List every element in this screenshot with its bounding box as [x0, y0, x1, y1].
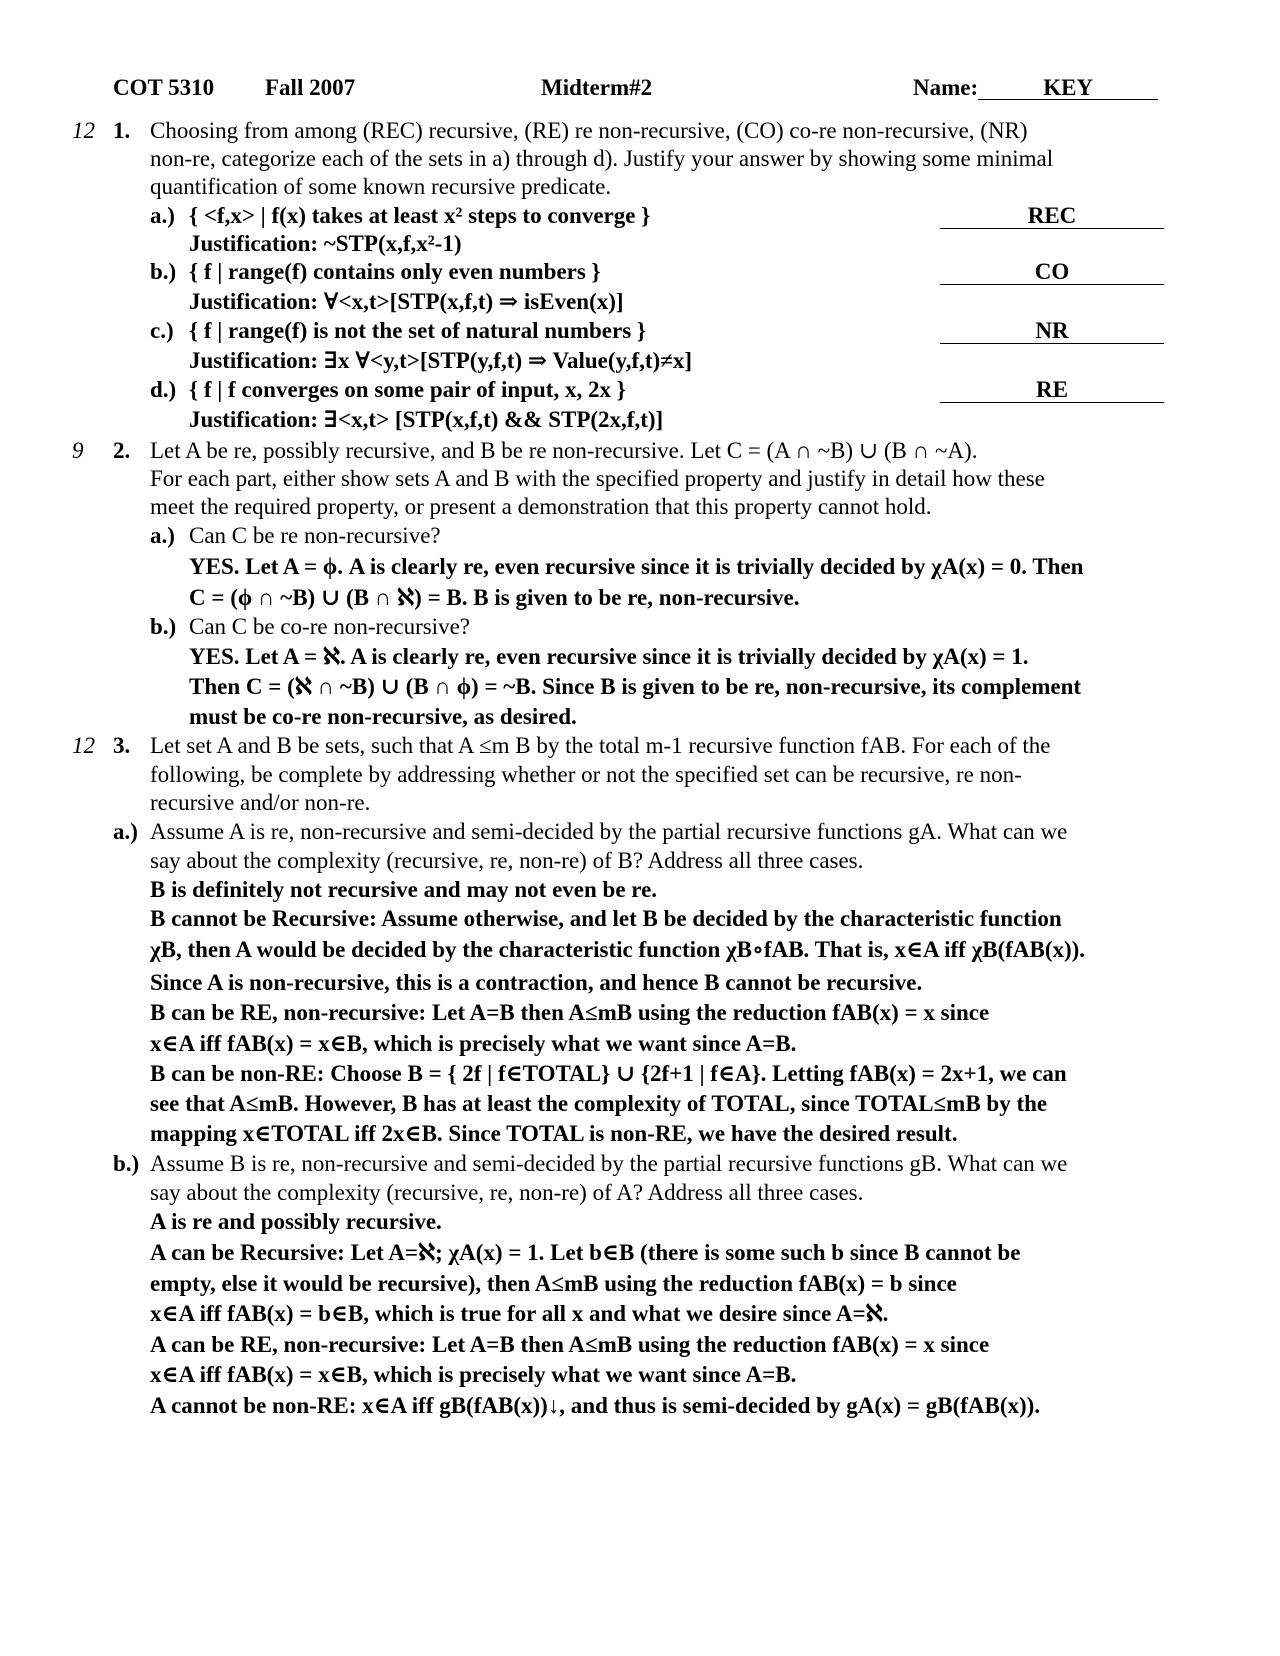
q3b-answer-6: x∈A iff fAB(x) = x∈B, which is precisely what we want since A=B.: [150, 1362, 797, 1387]
q2b-question: Can C be co-re non-recursive?: [189, 614, 470, 639]
q3a-answer-5: B can be RE, non-recursive: Let A=B then A≤mB using the reduction fAB(x) = x since: [150, 1000, 990, 1025]
q3a-question-2: say about the complexity (recursive, re, non-re) of B? Address all three cases.: [150, 848, 864, 873]
q1c-set: { f | range(f) is not the set of natural numbers }: [189, 318, 646, 343]
q1b-answer: CO: [940, 260, 1164, 285]
q3b-answer-1: A is re and possibly recursive.: [150, 1209, 442, 1234]
q1d-answer: RE: [940, 378, 1164, 403]
q2-number: 2.: [113, 438, 131, 463]
q2b-answer-2: Then C = (ℵ ∩ ~B) ∪ (B ∩ ϕ) = ~B. Since B is given to be re, non-recursive, its complement: [189, 674, 1082, 699]
q2a-label: a.): [150, 523, 175, 548]
q1d-set: { f | f converges on some pair of input, x, 2x }: [189, 377, 626, 402]
exam-title: Midterm#2: [541, 75, 653, 100]
q3b-answer-3: empty, else it would be recursive), then A≤mB using the reduction fAB(x) = b since: [150, 1271, 957, 1296]
course-code: COT 5310: [113, 75, 215, 100]
name-label: Name:: [913, 75, 979, 100]
q2b-label: b.): [150, 614, 177, 639]
q1c-label: c.): [150, 318, 174, 343]
q2b-answer-1: YES. Let A = ℵ. A is clearly re, even recursive since it is trivially decided by χA(x) = 1.: [189, 644, 1029, 669]
q3b-answer-5: A can be RE, non-recursive: Let A=B then A≤mB using the reduction fAB(x) = x since: [150, 1332, 990, 1357]
q3-points: 12: [72, 733, 95, 758]
q1a-label: a.): [150, 203, 175, 228]
q3a-answer-7: B can be non-RE: Choose B = { 2f | f∈TOTAL} ∪ {2f+1 | f∈A}. Letting fAB(x) = 2x+1, we can: [150, 1061, 1067, 1086]
q2a-answer-1: YES. Let A = ϕ. A is clearly re, even recursive since it is trivially decided by χA(x) = 0. Then: [189, 554, 1084, 579]
q1c-justification: Justification: ∃x ∀<y,t>[STP(y,f,t) ⇒ Value(y,f,t)≠x]: [189, 348, 693, 373]
q1a-justification: Justification: ~STP(x,f,x²-1): [189, 231, 462, 256]
q3-number: 3.: [113, 733, 131, 758]
q2-points: 9: [72, 438, 84, 463]
name-field: [913, 76, 1158, 100]
q2b-answer-3: must be co-re non-recursive, as desired.: [189, 704, 577, 729]
q2-line-1: Let A be re, possibly recursive, and B be re non-recursive. Let C = (A ∩ ~B) ∪ (B ∩ ~A).: [150, 438, 978, 463]
q3a-answer-4: Since A is non-recursive, this is a contraction, and hence B cannot be recursive.: [150, 970, 923, 995]
q1-line-1: Choosing from among (REC) recursive, (RE) re non-recursive, (CO) co-re non-recursive, (NR): [150, 118, 1028, 143]
q1b-set: { f | range(f) contains only even numbers }: [189, 259, 601, 284]
name-value: KEY: [978, 76, 1158, 100]
q3a-question-1: Assume A is re, non-recursive and semi-decided by the partial recursive functions gA. What can we: [150, 819, 1068, 844]
q3a-label: a.): [113, 819, 138, 844]
q3a-answer-9: mapping x∈TOTAL iff 2x∈B. Since TOTAL is non-RE, we have the desired result.: [150, 1121, 958, 1146]
q3a-answer-6: x∈A iff fAB(x) = x∈B, which is precisely what we want since A=B.: [150, 1031, 797, 1056]
q3-line-2: following, be complete by addressing whether or not the specified set can be recursive, re non-: [150, 762, 1022, 787]
q2-line-3: meet the required property, or present a demonstration that this property cannot hold.: [150, 494, 932, 519]
q3b-answer-4: x∈A iff fAB(x) = b∈B, which is true for all x and what we desire since A=ℵ.: [150, 1301, 889, 1326]
q1b-label: b.): [150, 259, 177, 284]
q3b-label: b.): [113, 1151, 140, 1176]
q1a-answer: REC: [940, 204, 1164, 229]
q1d-label: d.): [150, 377, 177, 402]
q3a-answer-3: χB, then A would be decided by the characteristic function χB∘fAB. That is, x∈A iff χB(fAB(x)).: [150, 937, 1086, 962]
q3a-answer-8: see that A≤mB. However, B has at least the complexity of TOTAL, since TOTAL≤mB by the: [150, 1091, 1048, 1116]
q2-line-2: For each part, either show sets A and B with the specified property and justify in detail how these: [150, 466, 1045, 491]
q3-line-3: recursive and/or non-re.: [150, 790, 371, 815]
q1-line-2: non-re, categorize each of the sets in a) through d). Justify your answer by showing some minimal: [150, 146, 1054, 171]
q3b-question-1: Assume B is re, non-recursive and semi-decided by the partial recursive functions gB. What can we: [150, 1151, 1068, 1176]
term: Fall 2007: [265, 75, 356, 100]
q1-line-3: quantification of some known recursive predicate.: [150, 174, 612, 199]
q3-line-1: Let set A and B be sets, such that A ≤m B by the total m-1 recursive function fAB. For each of the: [150, 733, 1051, 758]
q3b-answer-7: A cannot be non-RE: x∈A iff gB(fAB(x))↓, and thus is semi-decided by gA(x) = gB(fAB(x)).: [150, 1393, 1041, 1418]
q3a-answer-1: B is definitely not recursive and may not even be re.: [150, 877, 658, 902]
q1d-justification: Justification: ∃<x,t> [STP(x,f,t) && STP(2x,f,t)]: [189, 407, 664, 432]
q1-points: 12: [72, 118, 95, 143]
q3a-answer-2: B cannot be Recursive: Assume otherwise, and let B be decided by the characteristic function: [150, 906, 1062, 931]
q2a-question: Can C be re non-recursive?: [189, 523, 441, 548]
q1c-answer: NR: [940, 319, 1164, 344]
q2a-answer-2: C = (ϕ ∩ ~B) ∪ (B ∩ ℵ) = B. B is given to be re, non-recursive.: [189, 585, 800, 610]
q3b-question-2: say about the complexity (recursive, re, non-re) of A? Address all three cases.: [150, 1180, 864, 1205]
q1a-set: { <f,x> | f(x) takes at least x² steps to converge }: [189, 203, 651, 228]
q3b-answer-2: A can be Recursive: Let A=ℵ; χA(x) = 1. Let b∈B (there is some such b since B cannot be: [150, 1240, 1021, 1265]
q1-number: 1.: [113, 118, 131, 143]
q1b-justification: Justification: ∀<x,t>[STP(x,f,t) ⇒ isEven(x)]: [189, 289, 624, 314]
